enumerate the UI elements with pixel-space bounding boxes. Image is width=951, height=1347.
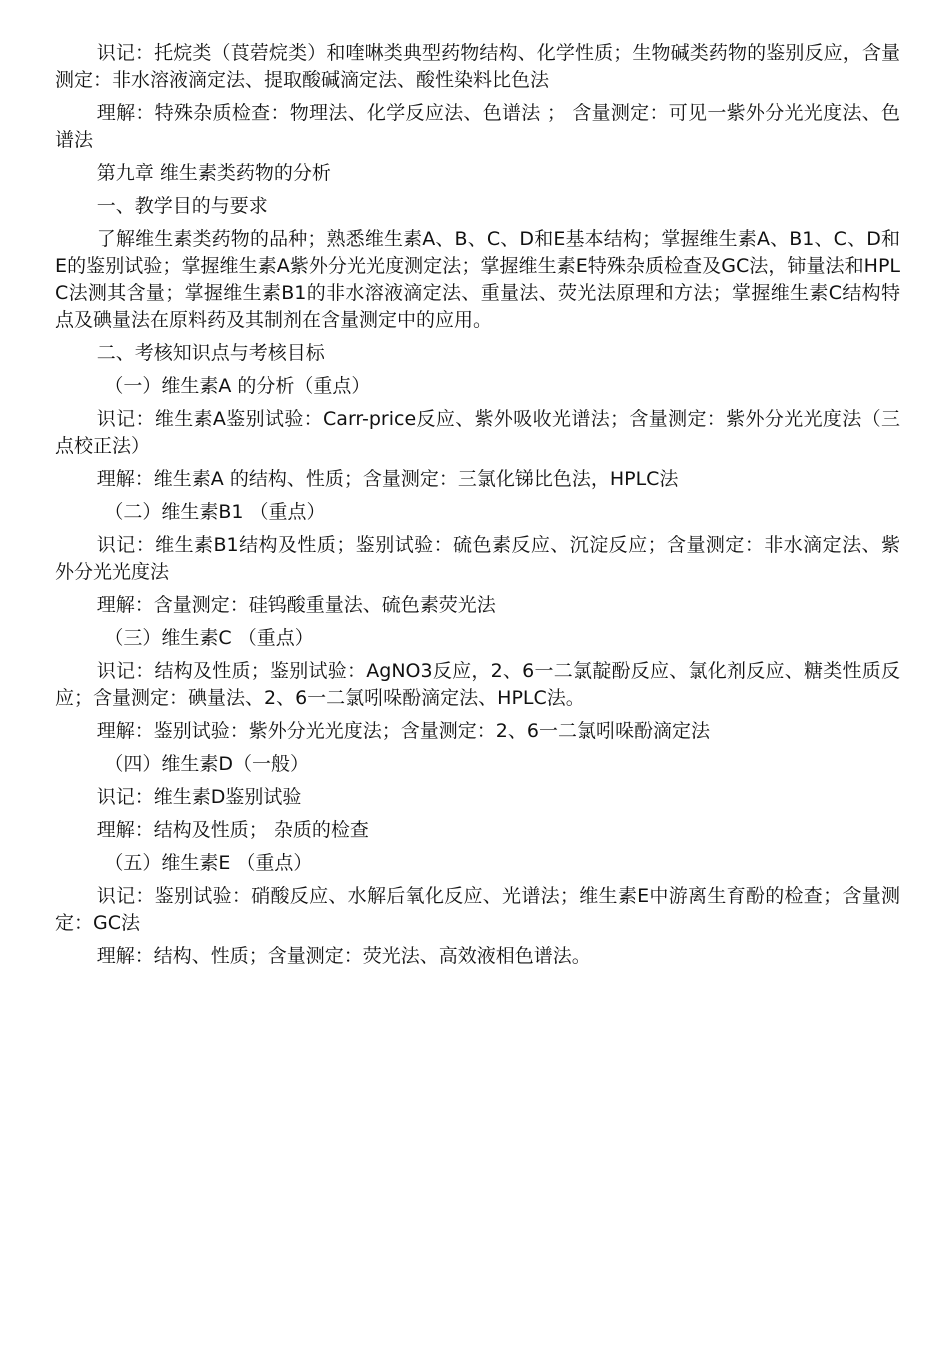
subheading-vitamin-e: （五）维生素E （重点） (104, 852, 313, 874)
section-heading-assessment: 二、考核知识点与考核目标 (96, 342, 325, 364)
paragraph-vitamin-c-identify: 识记：结构及性质；鉴别试验：AgNO3反应，2、6一二氯靛酚反应、氯化剂反应、糖类性质反应；含量测定：碘量法、2、6一二氯吲哚酚滴定法、HPLC法。 (55, 660, 900, 709)
paragraph-vitamin-c-understand: 理解：鉴别试验：紫外分光光度法；含量测定：2、6一二氯吲哚酚滴定法 (96, 720, 710, 742)
paragraph-objectives: 了解维生素类药物的品种；熟悉维生素A、B、C、D和E基本结构；掌握维生素A、B1、C、D和E的鉴别试验；掌握维生素A紫外分光光度测定法；掌握维生素E特殊杂质检查及GC法，铈量法和HPLC法测其含量；掌握维生素B1的非水溶液滴定法、重量法、荧光法原理和方法；掌握维生素C结构特点及碘量法在原料药及其制剂在含量测定中的应用。 (55, 228, 900, 331)
document-body (55, 40, 900, 976)
paragraph-vitamin-e-identify: 识记：鉴别试验：硝酸反应、水解后氧化反应、光谱法；维生素E中游离生育酚的检查；含量测定：GC法 (55, 885, 900, 934)
paragraph-vitamin-a-identify: 识记：维生素A鉴别试验：Carr-price反应、紫外吸收光谱法；含量测定：紫外分光光度法（三点校正法） (55, 408, 900, 457)
section-heading-objectives: 一、教学目的与要求 (96, 195, 268, 217)
paragraph-vitamin-e-understand: 理解：结构、性质；含量测定：荧光法、高效液相色谱法。 (96, 945, 591, 967)
paragraph-identify-alkaloids: 识记：托烷类（莨菪烷类）和喹啉类典型药物结构、化学性质；生物碱类药物的鉴别反应，含量测定：非水溶液滴定法、提取酸碱滴定法、酸性染料比色法 (55, 42, 900, 91)
subheading-vitamin-c: （三）维生素C （重点） (104, 627, 314, 649)
paragraph-vitamin-d-identify: 识记：维生素D鉴别试验 (96, 786, 302, 808)
chapter-heading: 第九章 维生素类药物的分析 (96, 162, 331, 184)
subheading-vitamin-d: （四）维生素D（一般） (104, 753, 310, 775)
paragraph-vitamin-b1-understand: 理解：含量测定：硅钨酸重量法、硫色素荧光法 (96, 594, 496, 616)
subheading-vitamin-a: （一）维生素A 的分析（重点） (104, 375, 371, 397)
paragraph-vitamin-d-understand: 理解：结构及性质； 杂质的检查 (96, 819, 369, 841)
paragraph-vitamin-b1-identify: 识记：维生素B1结构及性质；鉴别试验：硫色素反应、沉淀反应；含量测定：非水滴定法、紫外分光光度法 (55, 534, 900, 583)
paragraph-vitamin-a-understand: 理解：维生素A 的结构、性质；含量测定：三氯化锑比色法，HPLC法 (96, 468, 679, 490)
paragraph-understand-alkaloids: 理解：特殊杂质检查：物理法、化学反应法、色谱法 ； 含量测定：可见一紫外分光光度法、色谱法 (55, 102, 900, 151)
subheading-vitamin-b1: （二）维生素B1 （重点） (104, 501, 326, 523)
